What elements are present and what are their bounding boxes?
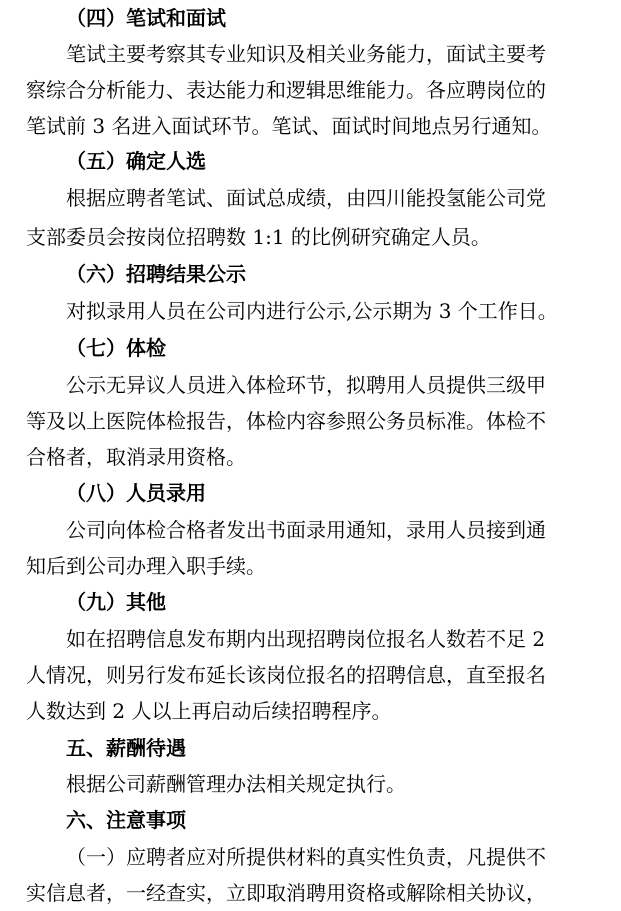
paragraph-line: 笔试前 3 名进入面试环节。笔试、面试时间地点另行通知。 — [26, 114, 552, 138]
subheading-determine-candidates: （五）确定人选 — [66, 149, 206, 173]
paragraph-line: 人情况，则另行发布延长该岗位报名的招聘信息，直至报名 — [26, 663, 546, 687]
paragraph-line: 察综合分析能力、表达能力和逻辑思维能力。各应聘岗位的 — [26, 78, 546, 102]
section-heading-notes: 六、注意事项 — [66, 808, 186, 832]
subheading-medical-exam: （七）体检 — [66, 336, 166, 360]
paragraph-line: 根据公司薪酬管理办法相关规定执行。 — [66, 772, 406, 796]
subheading-hiring: （八）人员录用 — [66, 481, 206, 505]
paragraph-line: 实信息者，一经查实，立即取消聘用资格或解除相关协议， — [26, 881, 546, 905]
subheading-other: （九）其他 — [66, 590, 166, 614]
paragraph-line: 根据应聘者笔试、面试总成绩，由四川能投氢能公司党 — [66, 186, 546, 210]
subheading-result-publicity: （六）招聘结果公示 — [66, 262, 246, 286]
paragraph-line: 公示无异议人员进入体检环节，拟聘用人员提供三级甲 — [66, 373, 546, 397]
paragraph-line: 人数达到 2 人以上再启动后续招聘程序。 — [26, 699, 392, 723]
paragraph-line: 知后到公司办理入职手续。 — [26, 554, 266, 578]
paragraph-line: 公司向体检合格者发出书面录用通知，录用人员接到通 — [66, 518, 546, 542]
paragraph-line: 笔试主要考察其专业知识及相关业务能力，面试主要考 — [66, 42, 546, 66]
paragraph-line: 对拟录用人员在公司内进行公示,公示期为 3 个工作日。 — [66, 299, 558, 323]
section-heading-salary: 五、薪酬待遇 — [66, 736, 186, 760]
paragraph-line: 合格者，取消录用资格。 — [26, 445, 246, 469]
subheading-written-interview: （四）笔试和面试 — [66, 6, 226, 30]
paragraph-line: 等及以上医院体检报告，体检内容参照公务员标准。体检不 — [26, 409, 546, 433]
paragraph-line: （一）应聘者应对所提供材料的真实性负责，凡提供不 — [66, 845, 546, 869]
paragraph-line: 支部委员会按岗位招聘数 1:1 的比例研究确定人员。 — [26, 225, 491, 249]
paragraph-line: 如在招聘信息发布期内出现招聘岗位报名人数若不足 2 — [66, 627, 546, 651]
